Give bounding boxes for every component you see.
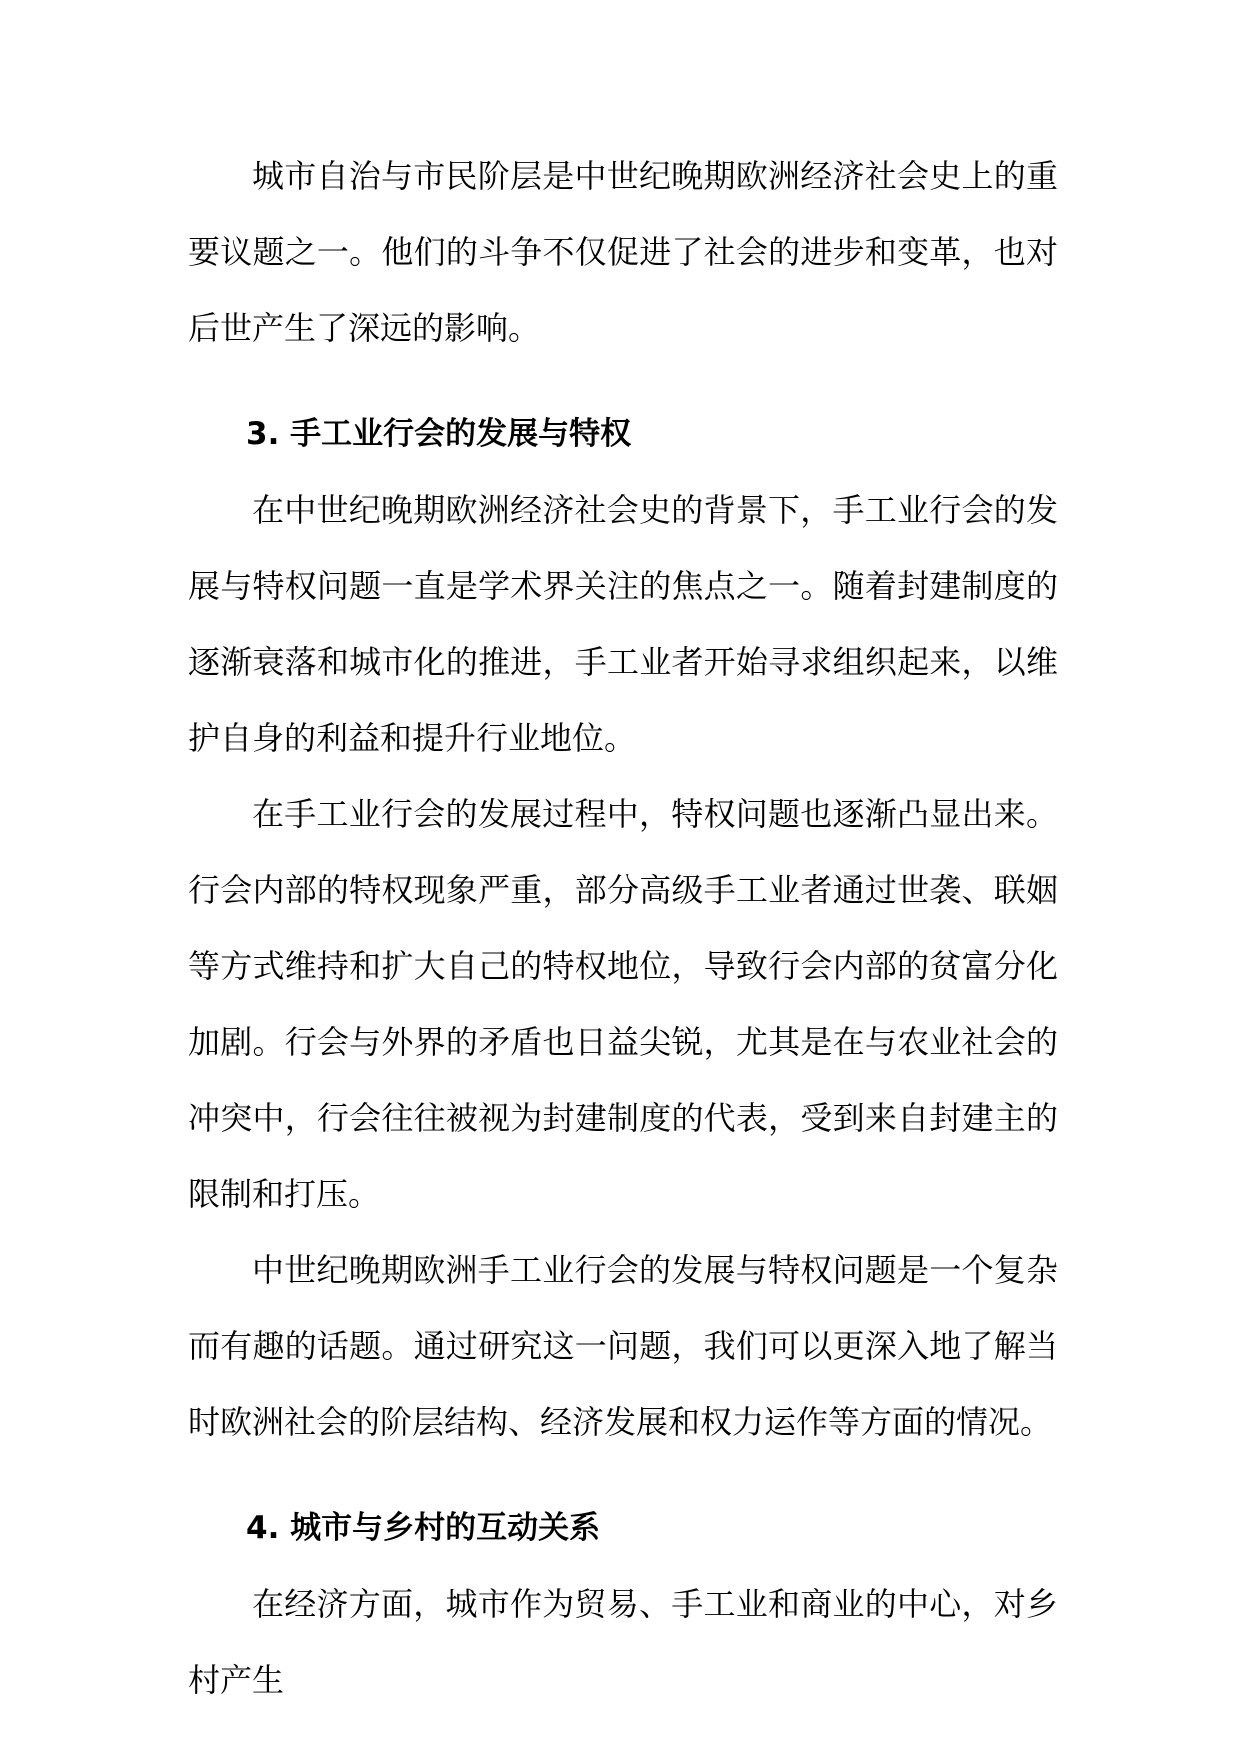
paragraph-guild-privilege: 在手工业行会的发展过程中，特权问题也逐渐凸显出来。行会内部的特权现象严重，部分高级手工业者通过世袭、联姻等方式维持和扩大自己的特权地位，导致行会内部的贫富分化加剧。行会与外界的矛盾也日益尖锐，尤其是在与农业社会的冲突中，行会往往被视为封建制度的代表，受到来自封建主的限制和打压。 xyxy=(188,795,1058,1213)
section-heading-4: 4. 城市与乡村的互动关系 xyxy=(246,1510,601,1546)
paragraph-city-rural-economy: 在经济方面，城市作为贸易、手工业和商业的中心，对乡村产生 xyxy=(188,1585,1058,1699)
paragraph-guild-summary: 中世纪晚期欧洲手工业行会的发展与特权问题是一个复杂而有趣的话题。通过研究这一问题，我们可以更深入地了解当时欧洲社会的阶层结构、经济发展和权力运作等方面的情况。 xyxy=(188,1251,1058,1441)
paragraph-guild-background: 在中世纪晚期欧洲经济社会史的背景下，手工业行会的发展与特权问题一直是学术界关注的焦点之一。随着封建制度的逐渐衰落和城市化的推进，手工业者开始寻求组织起来，以维护自身的利益和提升行业地位。 xyxy=(188,491,1058,757)
paragraph-city-autonomy: 城市自治与市民阶层是中世纪晚期欧洲经济社会史上的重要议题之一。他们的斗争不仅促进了社会的进步和变革，也对后世产生了深远的影响。 xyxy=(188,157,1058,347)
document-body xyxy=(188,138,1058,1718)
section-heading-3: 3. 手工业行会的发展与特权 xyxy=(246,416,632,452)
